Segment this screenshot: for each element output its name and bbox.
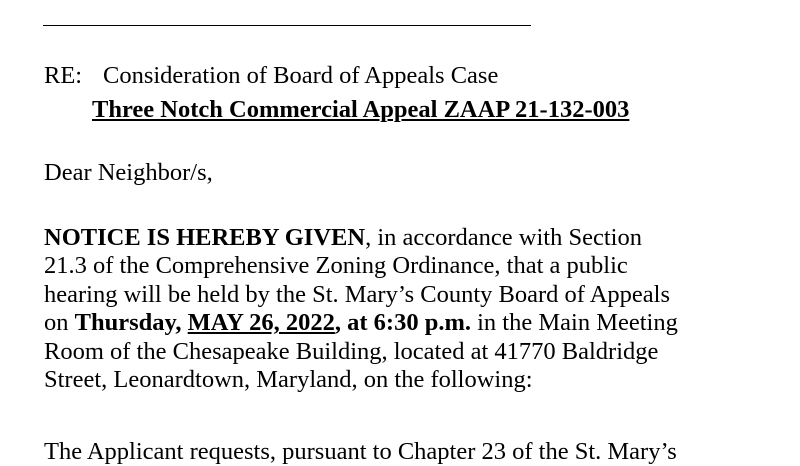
re-label: RE: bbox=[44, 62, 83, 89]
notice-line-1 bbox=[44, 224, 784, 252]
hearing-time: , at 6:30 p.m. bbox=[334, 309, 471, 337]
notice-line-2: 21.3 of the Comprehensive Zoning Ordinance, that a public bbox=[44, 252, 628, 280]
notice-line-1-rest: , in accordance with Section bbox=[365, 224, 642, 251]
notice-line-4 bbox=[44, 309, 784, 337]
notice-lead: NOTICE IS HEREBY GIVEN bbox=[44, 224, 366, 251]
hearing-day: Thursday, bbox=[74, 309, 182, 337]
notice-line-6: Street, Leonardtown, Maryland, on the following: bbox=[44, 366, 533, 394]
signature-rule bbox=[43, 25, 531, 26]
cut-off-line: The Applicant requests, pursuant to Chapter 23 of the St. Mary’s bbox=[44, 438, 677, 465]
notice-line-3: hearing will be held by the St. Mary’s County Board of Appeals bbox=[44, 280, 671, 308]
notice-line-4-post: in the Main Meeting bbox=[471, 309, 678, 337]
case-title: Three Notch Commercial Appeal ZAAP 21-132-003 bbox=[92, 96, 630, 123]
greeting: Dear Neighbor/s, bbox=[44, 159, 213, 186]
re-subject: Consideration of Board of Appeals Case bbox=[103, 62, 499, 89]
notice-line-4-pre: on bbox=[44, 309, 75, 337]
notice-paragraph bbox=[44, 224, 784, 394]
re-line bbox=[44, 62, 498, 90]
hearing-date: MAY 26, 2022 bbox=[187, 309, 335, 337]
notice-line-5: Room of the Chesapeake Building, located at 41770 Baldridge bbox=[44, 337, 659, 365]
